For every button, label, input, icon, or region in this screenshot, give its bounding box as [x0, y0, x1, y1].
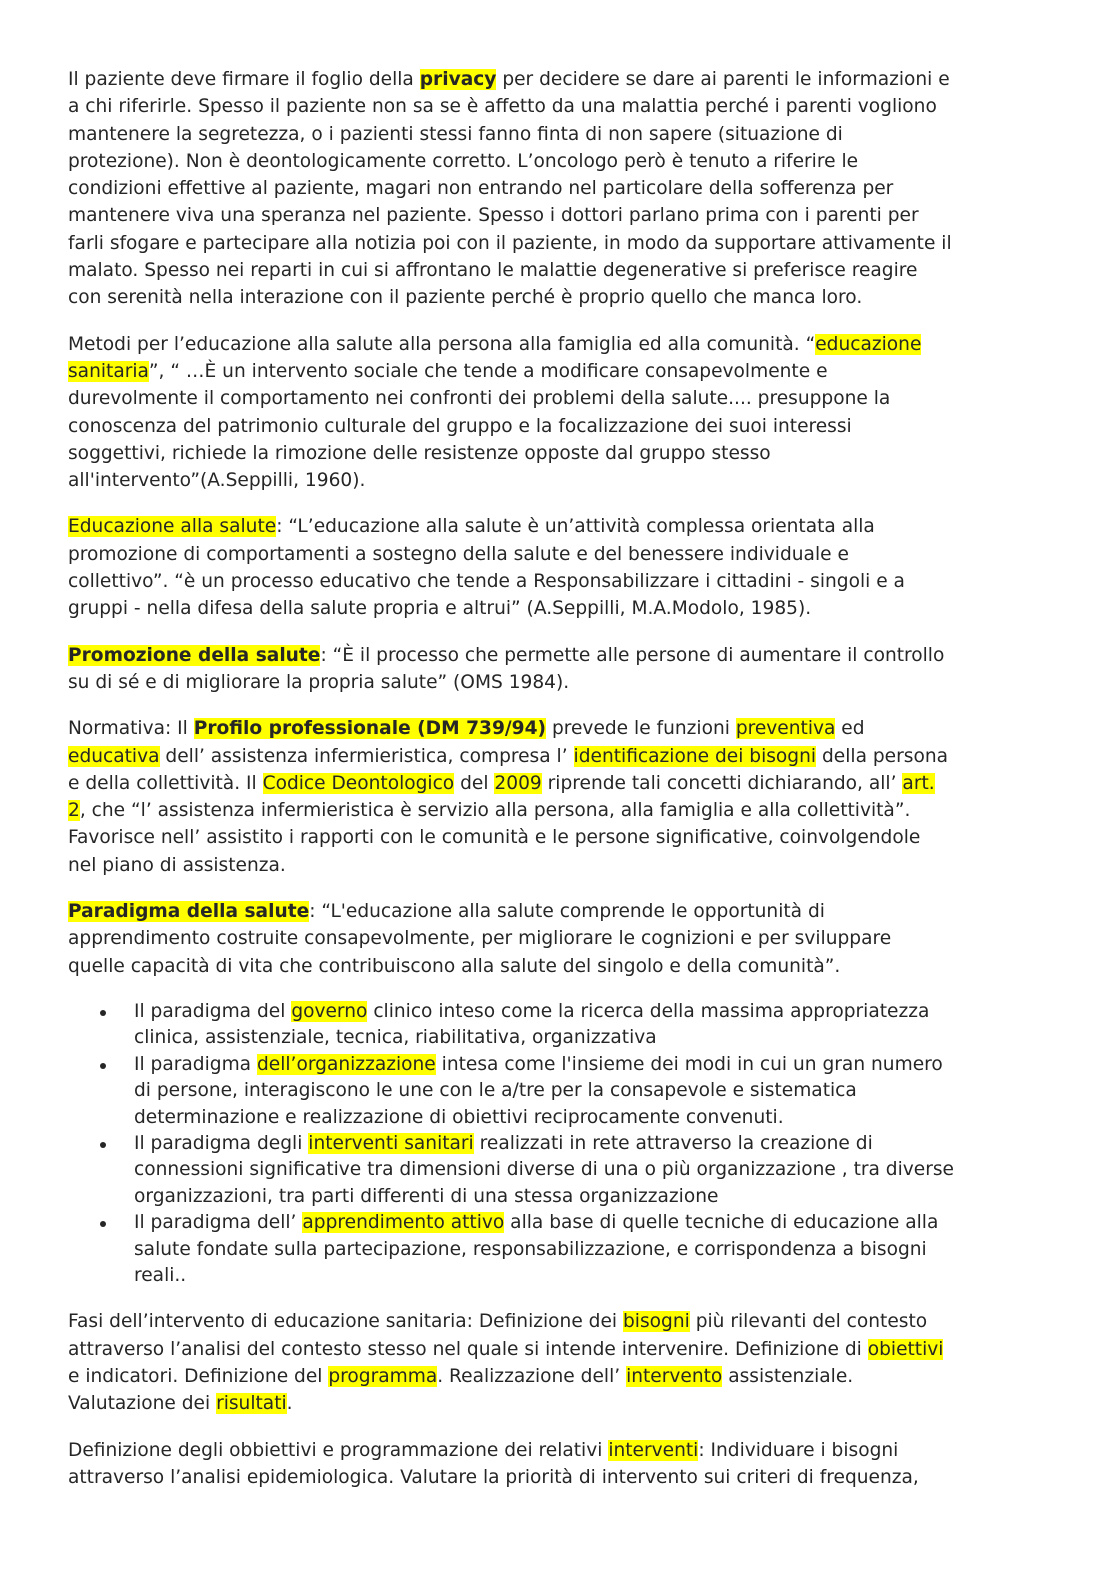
highlighted-term: Promozione della salute: [68, 644, 321, 666]
text-run: prevede le funzioni: [546, 718, 736, 740]
highlighted-term: apprendimento attivo: [302, 1212, 505, 1234]
text-run: più rilevanti del contesto attraverso l’analisi del contesto stesso nel quale si intende intervenire. Definizione di: [68, 1311, 928, 1360]
bullet-item: [68, 999, 1088, 1052]
highlighted-term: educazione: [815, 333, 922, 355]
highlighted-term: interventi: [608, 1439, 699, 1461]
bullet-icon: [100, 1142, 106, 1148]
highlighted-term: preventiva: [735, 718, 836, 740]
text-run: intesa come l'insieme dei modi in cui un gran numero di persone, interagiscono le une con le a/tre per la consapevole e sistematica determinazione e realizzazione di obiettivi reciprocamente convenuti.: [134, 1053, 943, 1128]
text-run: della persona e della collettività. Il: [68, 745, 948, 794]
paragraph: [68, 1437, 1088, 1492]
highlighted-term: art.: [902, 772, 935, 794]
text-run: ed: [841, 718, 865, 740]
text-run: Normativa: Il: [68, 718, 194, 740]
text-run: del: [454, 772, 495, 794]
highlighted-term: 2009: [494, 772, 542, 794]
paradigm-bullet-list: [68, 999, 1088, 1289]
text-run: , che “l’ assistenza infermieristica è servizio alla persona, alla famiglia e alla collettività”. Favorisce nell’ assistito i rapporti con le comunità e le persone significative, coinvolgendole nel piano di assistenza.: [68, 800, 921, 876]
text-run: : “L’educazione alla salute è un’attività complessa orientata alla promozione di comportamenti a sostegno della salute e del benessere individuale e collettivo”. “è un processo educativo che tende a Responsabilizzare i cittadini - singoli e a gruppi - nella difesa della salute propria e altrui” (A.Seppilli, M.A.Modolo, 1985).: [68, 516, 905, 620]
paragraph: [68, 66, 1088, 312]
paragraph: [68, 715, 1088, 879]
highlighted-term: privacy: [419, 69, 497, 90]
text-run: : “L'educazione alla salute comprende le opportunità di apprendimento costruite consapevolmente, per migliorare le cognizioni e per sviluppare quelle capacità di vita che contribuiscono alla salute del singolo e della comunità”.: [68, 901, 892, 977]
highlighted-term: Educazione alla salute: [68, 516, 277, 538]
text-run: assistenziale. Valutazione dei: [68, 1365, 854, 1415]
paragraph: [68, 513, 1088, 622]
paragraphs-before: [68, 66, 1088, 980]
highlighted-term: identificazione dei bisogni: [573, 745, 817, 767]
text-run: dell’ assistenza infermieristica, compresa l’: [159, 745, 574, 767]
highlighted-term: dell’organizzazione: [256, 1053, 436, 1075]
text-run: Il paradigma: [134, 1053, 257, 1075]
highlighted-term: risultati: [216, 1393, 287, 1415]
text-run: : “È il processo che permette alle persone di aumentare il controllo su di sé e di migliorare la propria salute” (OMS 1984).: [68, 644, 945, 693]
text-run: Il paradigma dell’: [134, 1212, 303, 1234]
paragraph: [68, 1308, 1088, 1417]
text-run: riprende tali concetti dichiarando, all’: [541, 772, 903, 794]
text-run: alla base di quelle tecniche di educazione alla salute fondate sulla partecipazione, responsabilizzazione, e corrispondenza a bisogni reali..: [134, 1212, 939, 1286]
paragraph: [68, 331, 1088, 495]
text-run: clinico inteso come la ricerca della massima appropriatezza clinica, assistenziale, tecnica, riabilitativa, organizzativa: [134, 1000, 930, 1049]
text-run: Fasi dell’intervento di educazione sanitaria: Definizione dei: [68, 1311, 623, 1333]
highlighted-term: intervento: [626, 1365, 723, 1387]
highlighted-term: sanitaria: [68, 360, 149, 382]
highlighted-term: educativa: [68, 745, 160, 767]
text-run: per decidere se dare ai parenti le informazioni e a chi riferirle. Spesso il paziente non sa se è affetto da una malattia perché i parenti vogliono mantenere la segretezza, o i pazienti stessi fanno finta di non sapere (situazione di protezione). Non è deontologicamente corretto. L’oncologo però è tenuto a riferire le condizioni effettive al paziente, magari non entrando nel particolare della sofferenza per mantenere viva una speranza nel paziente. Spesso i dottori parlano prima con i parenti per farli sfogare e partecipare alla notizia poi con il paziente, in modo da supportare attivamente il malato. Spesso nei reparti in cui si affrontano le malattie degenerative si preferisce reagire con serenità nella interazione con il paziente perché è proprio quello che manca loro.: [68, 69, 952, 309]
highlighted-term: governo: [291, 1000, 368, 1022]
highlighted-term: programma: [328, 1365, 438, 1387]
text-run: Definizione degli obbiettivi e programmazione dei relativi: [68, 1439, 609, 1461]
paragraph: [68, 898, 1088, 980]
bullet-icon: [100, 1010, 106, 1016]
text-run: Metodi per l’educazione alla salute alla persona alla famiglia ed alla comunità. “: [68, 333, 816, 355]
text-run: Il paradigma degli: [134, 1132, 309, 1154]
bullet-item: [68, 1131, 1088, 1210]
bullet-item: [68, 1210, 1088, 1289]
text-run: e indicatori. Definizione del: [68, 1365, 323, 1387]
highlighted-term: 2: [68, 800, 80, 822]
highlighted-term: Codice Deontologico: [262, 772, 455, 794]
bullet-icon: [100, 1063, 106, 1069]
highlighted-term: bisogni: [623, 1311, 690, 1333]
highlighted-term: obiettivi: [867, 1338, 944, 1360]
bullet-item: [68, 1052, 1088, 1131]
bullet-icon: [100, 1221, 106, 1227]
document-page: [68, 66, 1088, 1510]
text-run: : Individuare i bisogni attraverso l’analisi epidemiologica. Valutare la priorità di intervento sui criteri di frequenza,: [68, 1439, 919, 1488]
text-run: Il paradigma del: [134, 1000, 292, 1022]
paragraph: [68, 642, 1088, 697]
text-run: Il paziente deve firmare il foglio della: [68, 69, 420, 90]
text-run: realizzati in rete attraverso la creazione di connessioni significative tra dimensioni diverse di una o più organizzazione , tra diverse organizzazioni, tra parti differenti di una stessa organizzazione: [134, 1132, 954, 1207]
highlighted-term: Profilo professionale (DM 739/94): [193, 718, 547, 740]
text-run: . Realizzazione dell’: [437, 1365, 627, 1387]
text-run: ”, “ …È un intervento sociale che tende a modificare consapevolmente e durevolmente il comportamento nei confronti dei problemi della salute.... presuppone la conoscenza del patrimonio culturale del gruppo e la focalizzazione dei suoi interessi soggettivi, richiede la rimozione delle resistenze opposte dal gruppo stesso all'intervento”(A.Seppilli, 1960).: [68, 360, 891, 492]
paragraphs-after: [68, 1308, 1088, 1491]
text-run: .: [286, 1393, 293, 1415]
highlighted-term: interventi sanitari: [308, 1132, 474, 1154]
highlighted-term: Paradigma della salute: [68, 901, 310, 923]
